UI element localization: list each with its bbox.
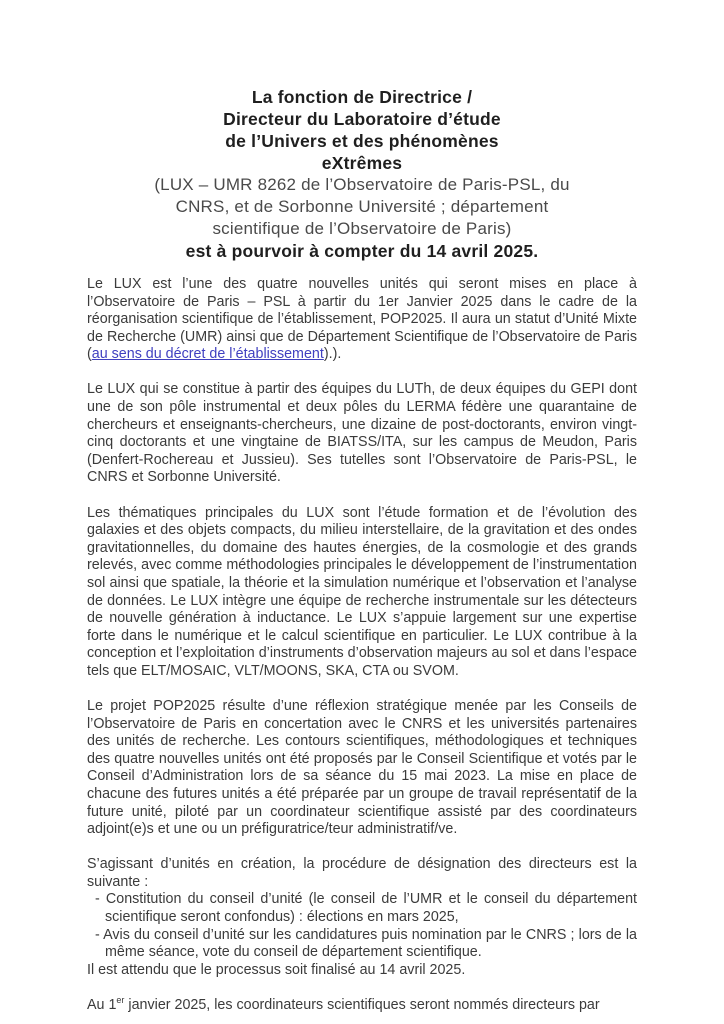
title-line-3: de l’Univers et des phénomènes — [225, 131, 499, 151]
paragraph-1-text: Le LUX est l’une des quatre nouvelles unités qui seront mises en place à l’Observatoire de Paris – PSL à partir du 1er Janvier 2025 dans le cadre de la réorganisation scientifique de l’établissement, POP2025. Il aura un statut d’Unité Mixte de Recherche (UMR) ainsi que de Département Scientifique de l’Observatoire de Paris ( — [87, 276, 637, 363]
paragraph-5-closing: Il est attendu que le processus soit finalisé au 14 avril 2025. — [87, 961, 466, 978]
paragraph-1 — [87, 276, 637, 364]
list-item: - Constitution du conseil d’unité (le conseil de l’UMR et le conseil du département scientifique seront confondus) : élections en mars 2025, — [95, 891, 637, 925]
document-body — [87, 276, 637, 1014]
ordinal-superscript: er — [116, 995, 125, 1006]
subtitle-line-2: CNRS, et de Sorbonne Université ; département — [175, 197, 549, 216]
paragraph-5-intro: S’agissant d’unités en création, la procédure de désignation des directeurs est la suivante : — [87, 856, 637, 890]
paragraph-4: Le projet POP2025 résulte d’une réflexion stratégique menée par les Conseils de l’Observatoire de Paris en concertation avec le CNRS et les universités partenaires des unités de recherche. Les contours scientifiques, méthodologiques et techniques des quatre nouvelles unités ont été proposés par le Conseil Scientifique et votés par le Conseil d’Administration lors de sa séance du 15 mai 2023. La mise en place de chacune des futures unités a été préparée par un groupe de travail représentatif de la future unité, piloté par un coordinateur scientifique assisté par des coordinateurs adjoint(e)s et une ou un préfiguratrice/teur administratif/ve. — [87, 697, 637, 838]
title-closing-line: est à pourvoir à compter du 14 avril 2025. — [185, 241, 539, 261]
decree-link[interactable]: au sens du décret de l’établissement — [91, 346, 324, 363]
subtitle-line-3: scientifique de l’Observatoire de Paris) — [212, 219, 512, 238]
title-line-1: La fonction de Directrice / — [251, 87, 473, 107]
title-line-4: eXtrêmes — [321, 153, 403, 173]
paragraph-6 — [87, 997, 637, 1015]
list-item: - Avis du conseil d’unité sur les candidatures puis nomination par le CNRS ; lors de la même séance, vote du conseil de département scientifique. — [95, 926, 637, 961]
subtitle-line-1: (LUX – UMR 8262 de l’Observatoire de Paris-PSL, du — [154, 175, 570, 194]
procedure-list — [87, 891, 637, 961]
paragraph-1-tail: ).). — [323, 346, 342, 363]
paragraph-6-prefix: Au 1 — [87, 996, 117, 1013]
document-title — [87, 86, 637, 262]
paragraph-3: Les thématiques principales du LUX sont l’étude formation et de l’évolution des galaxies et des objets compacts, du milieu interstellaire, de la gravitation et des ondes gravitationnelles, du domaine des hautes énergies, de la cosmologie et des grands relevés, avec comme méthodologies principales le développement de l’instrumentation sol ainsi que spatiale, la théorie et la simulation numérique et l’observation et l’analyse de données. Le LUX intègre une équipe de recherche instrumentale sur les détecteurs de nouvelle génération à inductance. Le LUX s’appuie largement sur une expertise forte dans le numérique et le calcul scientifique en particulier. Le LUX contribue à la conception et l’exploitation d’instruments d’observation majeurs au sol et dans l’espace tels que ELT/MOSAIC, VLT/MOONS, SKA, CTA ou SVOM. — [87, 504, 637, 679]
paragraph-6-suffix: janvier 2025, les coordinateurs scientifiques seront nommés directeurs par — [124, 996, 600, 1013]
paragraph-2: Le LUX qui se constitue à partir des équipes du LUTh, de deux équipes du GEPI dont une de son pôle instrumental et deux pôles du LERMA fédère une quarantaine de chercheurs et enseignants-chercheurs, une dizaine de post-doctorants, environ vingt-cinq doctorants et une vingtaine de BIATSS/ITA, sur les campus de Meudon, Paris (Denfert-Rochereau et Jussieu). Ses tutelles sont l’Observatoire de Paris-PSL, le CNRS et Sorbonne Université. — [87, 381, 637, 486]
title-line-2: Directeur du Laboratoire d’étude — [223, 109, 501, 129]
